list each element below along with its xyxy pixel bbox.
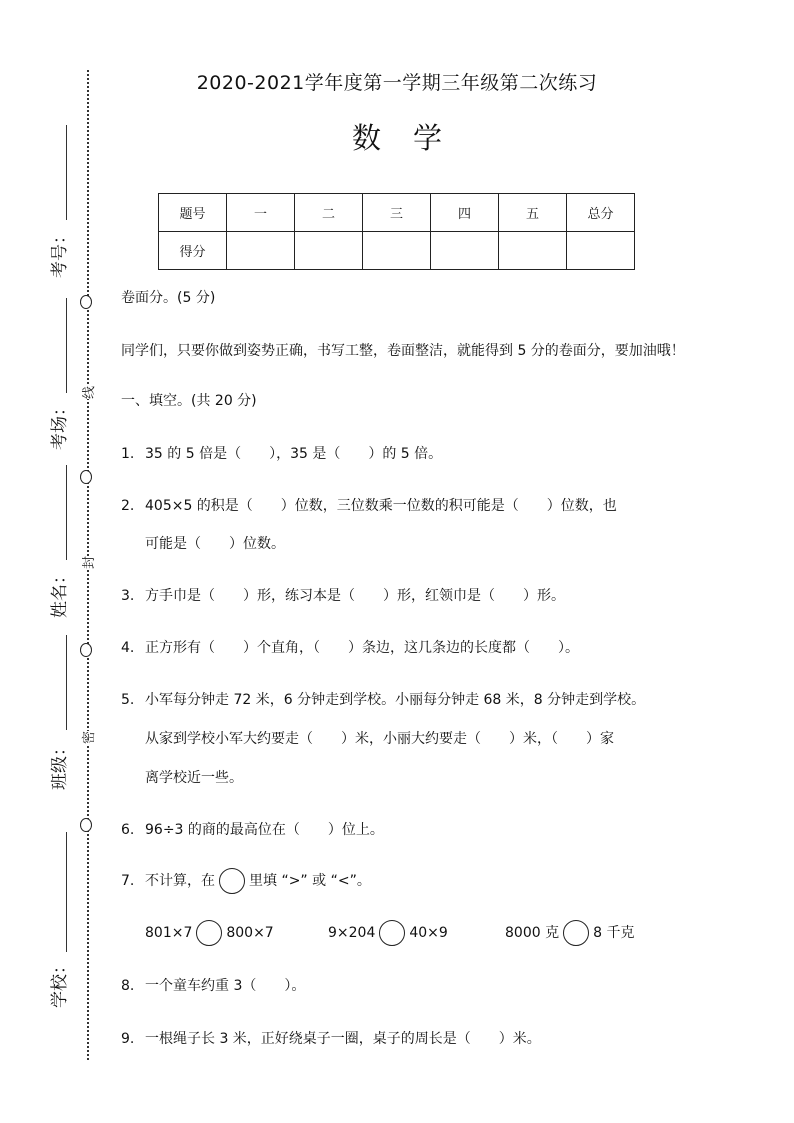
- compare-circle[interactable]: [563, 920, 589, 946]
- compare-left: 9×204: [328, 925, 376, 941]
- table-row: [159, 194, 635, 232]
- seal-mark-seal: 封: [78, 556, 97, 569]
- question-number: 4.: [121, 640, 135, 656]
- neatness-note: 同学们，只要你做到姿势正确，书写工整，卷面整洁，就能得到 5 分的卷面分，要加油哦！: [121, 343, 685, 359]
- compare-right: 800×7: [226, 925, 274, 941]
- question-number: 8.: [121, 978, 135, 994]
- score-input-cell[interactable]: [295, 232, 363, 270]
- question-3: [121, 585, 565, 605]
- question-number: 2.: [121, 498, 135, 514]
- label-class: 班级：: [50, 739, 70, 790]
- compare-left: 8000 克: [505, 925, 560, 941]
- question-number: 3.: [121, 588, 135, 604]
- compare-item-3: [505, 920, 634, 946]
- question-1: [121, 443, 442, 463]
- question-number: 6.: [121, 822, 135, 838]
- question-number: 5.: [121, 692, 135, 708]
- compare-right: 40×9: [409, 925, 448, 941]
- question-5: [121, 689, 645, 709]
- table-cell: 四: [431, 194, 499, 232]
- question-4: [121, 637, 579, 657]
- subject-title: 数学: [351, 121, 474, 155]
- question-8: [121, 975, 305, 995]
- score-input-cell[interactable]: [227, 232, 295, 270]
- question-number: 1.: [121, 446, 135, 462]
- question-text: 方手巾是（ ）形，练习本是（ ）形，红领巾是（ ）形。: [145, 588, 565, 604]
- question-text-a: 不计算，在: [145, 873, 215, 889]
- question-text: 一个童车约重 3（ ）。: [145, 978, 306, 994]
- table-cell: 三: [363, 194, 431, 232]
- table-cell: 题号: [159, 194, 227, 232]
- table-cell: 得分: [159, 232, 227, 270]
- compare-circle[interactable]: [196, 920, 222, 946]
- question-text: 一根绳子长 3 米，正好绕桌子一圈，桌子的周长是（ ）米。: [145, 1031, 541, 1047]
- question-text: 正方形有（ ）个直角，（ ）条边，这几条边的长度都（ ）。: [145, 640, 579, 656]
- question-text: 96÷3 的商的最高位在（ ）位上。: [145, 822, 384, 838]
- table-cell: 总分: [567, 194, 635, 232]
- field-underline: [66, 635, 67, 730]
- question-5-continued: 从家到学校小军大约要走（ ）米，小丽大约要走（ ）米，（ ）家: [145, 731, 614, 747]
- question-9: [121, 1028, 541, 1048]
- label-school: 学校：: [50, 957, 70, 1008]
- score-table: [158, 193, 635, 270]
- compare-left: 801×7: [145, 925, 193, 941]
- neatness-score-line: 卷面分。(5 分): [121, 290, 216, 306]
- score-input-cell[interactable]: [363, 232, 431, 270]
- table-cell: 二: [295, 194, 363, 232]
- table-row: [159, 232, 635, 270]
- page-title: 2020-2021学年度第一学期三年级第二次练习: [196, 72, 598, 94]
- field-underline: [66, 298, 67, 393]
- binding-ring-icon: [80, 470, 92, 484]
- question-text: 35 的 5 倍是（ ），35 是（ ）的 5 倍。: [145, 446, 443, 462]
- question-text: 小军每分钟走 72 米，6 分钟走到学校。小丽每分钟走 68 米，8 分钟走到学校。: [145, 692, 646, 708]
- field-underline: [66, 832, 67, 952]
- score-input-cell[interactable]: [499, 232, 567, 270]
- binding-ring-icon: [80, 643, 92, 657]
- table-cell: 一: [227, 194, 295, 232]
- question-5-continued-2: 离学校近一些。: [145, 770, 243, 786]
- compare-right: 8 千克: [593, 925, 635, 941]
- question-2: [121, 495, 617, 515]
- compare-item-2: [328, 920, 448, 946]
- binding-ring-icon: [80, 295, 92, 309]
- binding-ring-icon: [80, 818, 92, 832]
- label-exam-number: 考号：: [50, 227, 70, 278]
- seal-mark-line: 线: [78, 386, 97, 399]
- field-underline: [66, 465, 67, 560]
- score-input-cell[interactable]: [567, 232, 635, 270]
- section-heading: 一、填空。(共 20 分): [121, 393, 257, 409]
- question-6: [121, 819, 384, 839]
- question-text: 405×5 的积是（ ）位数，三位数乘一位数的积可能是（ ）位数，也: [145, 498, 617, 514]
- answer-circle-icon: [219, 868, 245, 894]
- question-number: 9.: [121, 1031, 135, 1047]
- seal-mark-secret: 密: [78, 731, 97, 744]
- question-text-b: 里填 “>” 或 “<”。: [249, 873, 371, 889]
- label-exam-room: 考场：: [50, 399, 70, 450]
- question-7: [121, 868, 371, 894]
- compare-circle[interactable]: [379, 920, 405, 946]
- score-input-cell[interactable]: [431, 232, 499, 270]
- question-2-continued: 可能是（ ）位数。: [145, 536, 285, 552]
- table-cell: 五: [499, 194, 567, 232]
- compare-item-1: [145, 920, 274, 946]
- question-number: 7.: [121, 873, 135, 889]
- label-name: 姓名：: [50, 567, 70, 618]
